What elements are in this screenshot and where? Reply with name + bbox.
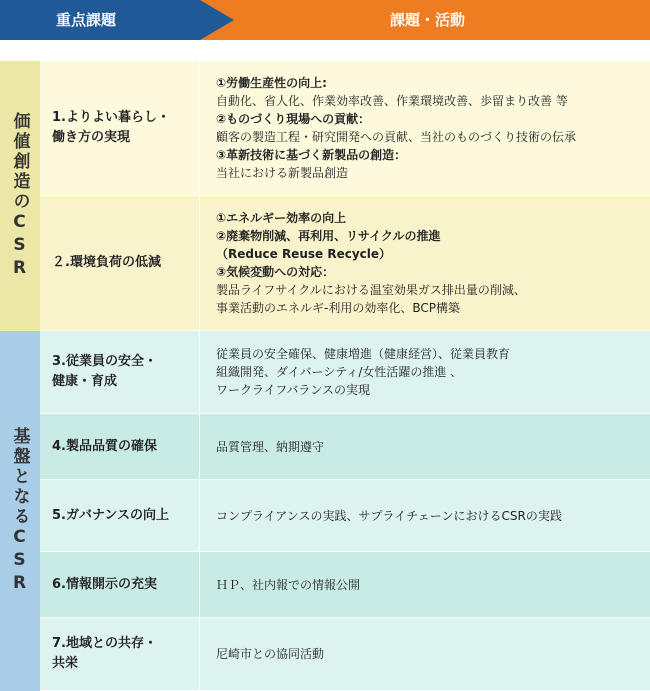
- row-value: [200, 196, 650, 331]
- row-value: [200, 552, 650, 618]
- row-value: [200, 618, 650, 691]
- row-line: 顧客の製造工程・研究開発への貢献、当社のものづくり技術の伝承: [216, 130, 577, 144]
- row-key-text: 3.従業員の安全・ 健康・育成: [52, 354, 157, 389]
- row-line: 尼崎市との協同活動: [216, 647, 325, 661]
- row-line: ①エネルギー効率の向上: [216, 211, 347, 225]
- row-line: 組織開発、ダイバーシティ/女性活躍の推進 、: [216, 365, 463, 379]
- row-line: 従業員の安全確保、健康増進（健康経営）、従業員教育: [216, 347, 511, 361]
- row-line: 自動化、省人化、作業効率改善、作業環境改善、歩留まり改善 等: [216, 94, 568, 108]
- row-key-text: 4.製品品質の確保: [52, 438, 157, 454]
- row-value: [200, 331, 650, 414]
- header-right-label: 課題・活動: [390, 11, 466, 29]
- row-line: 品質管理、納期遵守: [216, 439, 325, 454]
- row-value-text: [216, 345, 510, 399]
- row-line: ②ものづくり現場への貢献：: [216, 112, 371, 126]
- row-line: ワークライフバランスの実現: [216, 383, 370, 397]
- group-label-bottom: 基盤となるCSR: [9, 426, 30, 596]
- row-key: [40, 480, 200, 552]
- row-line: ③革新技術に基づく新製品の創造：: [216, 148, 407, 162]
- row-line: ＨＰ、社内報での情報公開: [216, 577, 361, 592]
- row-line: ①労働生産性の向上:: [216, 76, 327, 90]
- row-line: 事業活動のエネルギ-利用の効率化、BCP構築: [216, 301, 460, 315]
- row-value-text: [216, 74, 576, 182]
- group-value-creation: [0, 61, 40, 331]
- group-label-top: 価値創造のCSR: [9, 111, 30, 281]
- row-value-text: [216, 209, 526, 317]
- group-foundation: [0, 331, 40, 691]
- row-line: 製品ライフサイクルにおける温室効果ガス排出量の削減、: [216, 283, 526, 297]
- table-row: [40, 331, 650, 414]
- header-left-label: 重点課題: [56, 11, 117, 29]
- row-key: [40, 552, 200, 618]
- row-line: ③気候変動への対応：: [216, 265, 335, 279]
- row-key: [40, 331, 200, 414]
- row-line: ②廃棄物削減、再利用、リサイクルの推進: [216, 229, 441, 243]
- row-value: [200, 61, 650, 196]
- row-key-text: 6.情報開示の充実: [52, 576, 157, 592]
- table-header: [0, 0, 650, 40]
- row-value-text: [216, 645, 324, 663]
- row-value-text: [216, 438, 324, 456]
- row-key: [40, 414, 200, 480]
- table-row: [40, 552, 650, 618]
- table-row: [40, 480, 650, 552]
- row-key-text: 1.よりよい暮らし・ 働き方の実現: [52, 110, 170, 145]
- row-key-text: ２.環境負荷の低減: [52, 255, 161, 270]
- row-key: [40, 196, 200, 331]
- row-key-text: 7.地域との共存・ 共栄: [52, 636, 157, 671]
- header-arrow-icon: [200, 0, 234, 40]
- row-line: 当社における新製品創造: [216, 166, 349, 180]
- table-row: [40, 414, 650, 480]
- row-key-text: 5.ガバナンスの向上: [52, 507, 169, 523]
- row-key: [40, 61, 200, 196]
- row-value-text: [216, 576, 360, 594]
- table-row: [40, 618, 650, 691]
- row-value: [200, 480, 650, 552]
- row-line: コンプライアンスの実践、サプライチェーンにおけるCSRの実践: [216, 508, 562, 523]
- table-row: [40, 196, 650, 331]
- row-key: [40, 618, 200, 691]
- row-value: [200, 414, 650, 480]
- row-line: （Reduce Reuse Recycle）: [216, 247, 392, 261]
- table-row: [40, 61, 650, 196]
- row-value-text: [216, 507, 562, 525]
